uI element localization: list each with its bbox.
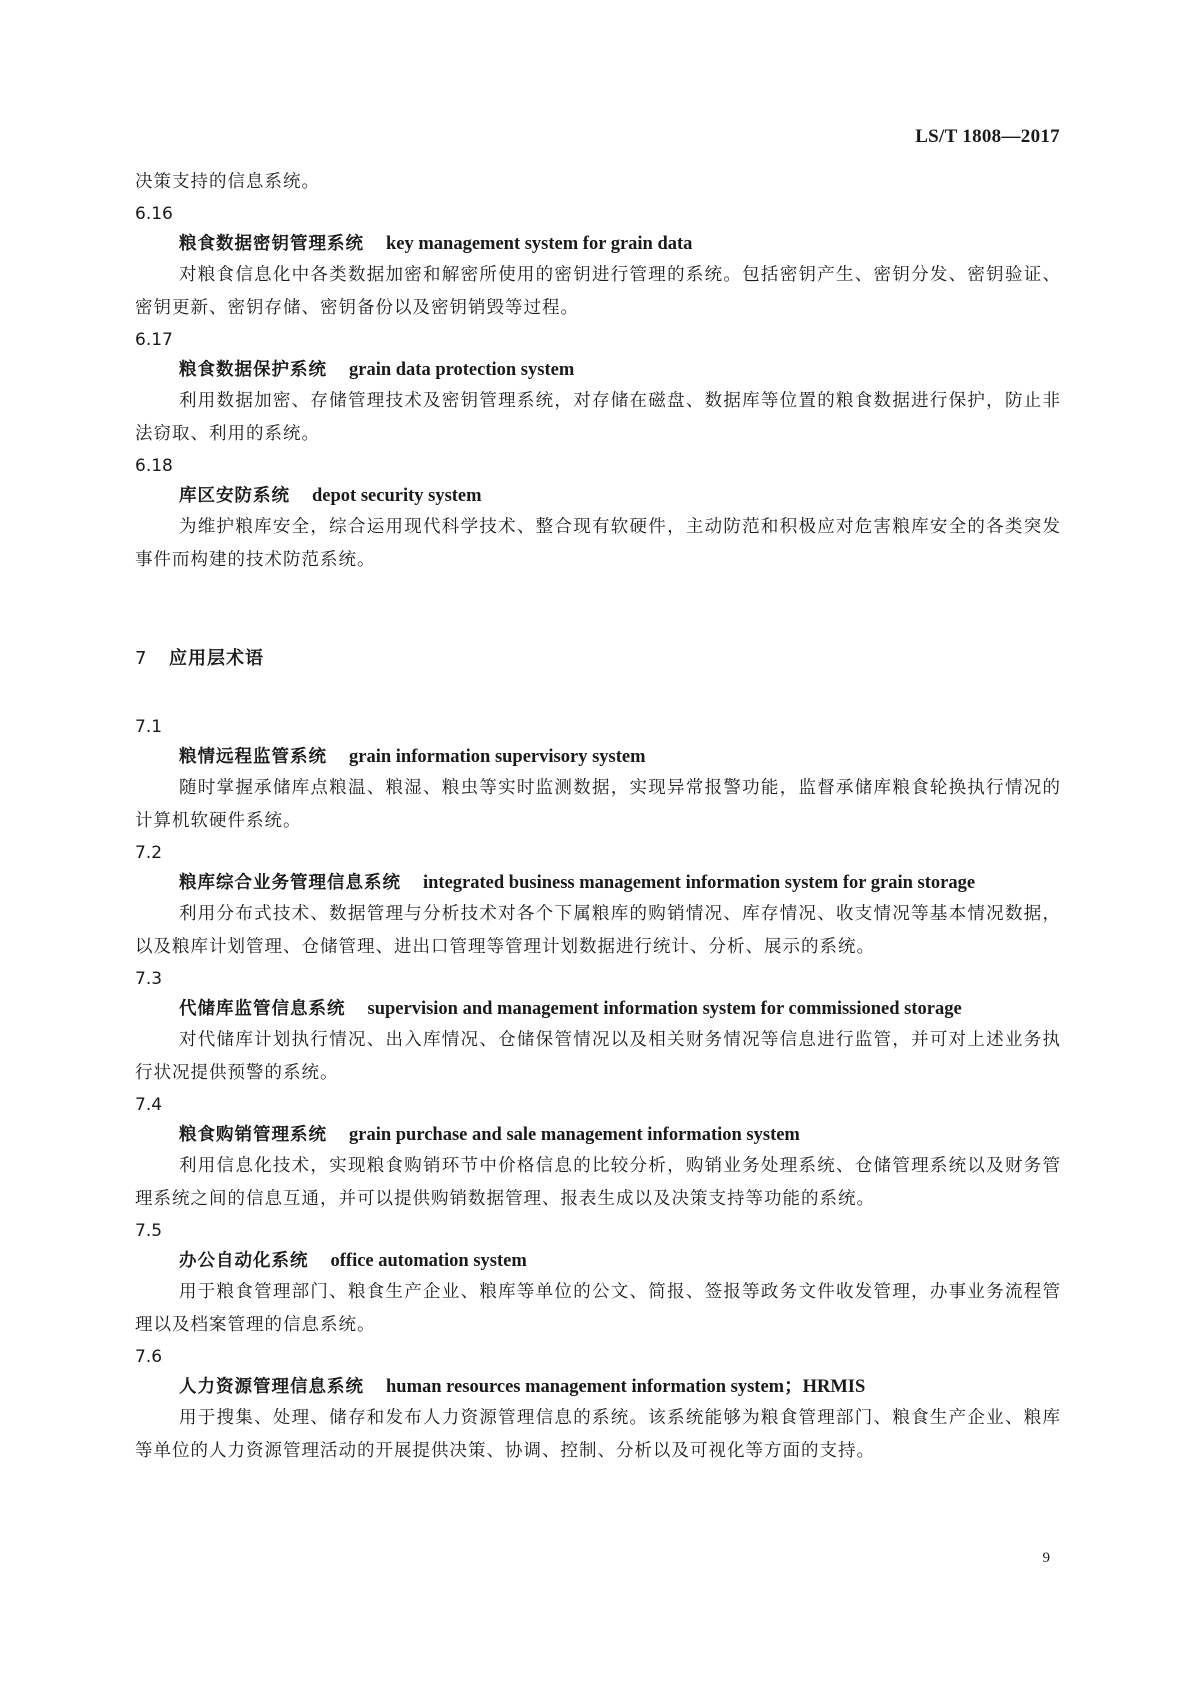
- term-zh: 粮食购销管理系统: [179, 1125, 327, 1145]
- term-definition: 用于粮食管理部门、粮食生产企业、粮库等单位的公文、简报、签报等政务文件收发管理，办事业务流程管理以及档案管理的信息系统。: [135, 1282, 1061, 1335]
- term-en: grain information supervisory system: [349, 747, 646, 767]
- term-zh: 人力资源管理信息系统: [179, 1377, 364, 1397]
- term-definition: 对代储库计划执行情况、出入库情况、仓储保管情况以及相关财务情况等信息进行监管，并可对上述业务执行状况提供预警的系统。: [135, 1030, 1061, 1083]
- section-6-continuation: [135, 166, 1061, 577]
- term-en: integrated business management information system for grain storage: [423, 873, 976, 893]
- term-en: office automation system: [330, 1251, 527, 1271]
- term-heading: [135, 229, 1061, 259]
- term-heading: [135, 994, 1061, 1024]
- term-number: 7.3: [135, 969, 163, 989]
- term-number: 6.16: [135, 204, 173, 224]
- section-7-entries: [135, 712, 1061, 1468]
- section-number: 7: [135, 648, 148, 669]
- term-definition: 为维护粮库安全，综合运用现代科学技术、整合现有软硬件，主动防范和积极应对危害粮库安全的各类突发事件而构建的技术防范系统。: [135, 517, 1061, 570]
- term-zh: 办公自动化系统: [179, 1251, 309, 1271]
- term-entry-7-5: [135, 1216, 1061, 1342]
- term-number: 7.6: [135, 1347, 163, 1367]
- term-heading: [135, 1120, 1061, 1150]
- term-entry-6-17: [135, 325, 1061, 451]
- term-zh: 粮情远程监管系统: [179, 747, 327, 767]
- continued-definition: 决策支持的信息系统。: [135, 172, 320, 192]
- term-number: 6.18: [135, 456, 173, 476]
- term-en: human resources management information system；HRMIS: [386, 1377, 866, 1397]
- term-en: grain data protection system: [349, 360, 575, 380]
- term-number: 7.1: [135, 717, 163, 737]
- term-number: 6.17: [135, 330, 173, 350]
- term-zh: 代储库监管信息系统: [179, 999, 346, 1019]
- term-entry-7-4: [135, 1090, 1061, 1216]
- term-definition: 利用信息化技术，实现粮食购销环节中价格信息的比较分析，购销业务处理系统、仓储管理系统以及财务管理系统之间的信息互通，并可以提供购销数据管理、报表生成以及决策支持等功能的系统。: [135, 1156, 1061, 1209]
- section-title: 应用层术语: [169, 648, 264, 669]
- term-definition: 利用分布式技术、数据管理与分析技术对各个下属粮库的购销情况、库存情况、收支情况等基本情况数据，以及粮库计划管理、仓储管理、进出口管理等管理计划数据进行统计、分析、展示的系统。: [135, 904, 1061, 957]
- term-entry-6-16: [135, 199, 1061, 325]
- term-definition: 用于搜集、处理、储存和发布人力资源管理信息的系统。该系统能够为粮食管理部门、粮食生产企业、粮库等单位的人力资源管理活动的开展提供决策、协调、控制、分析以及可视化等方面的支持。: [135, 1408, 1061, 1461]
- term-zh: 库区安防系统: [179, 486, 290, 506]
- term-definition: 随时掌握承储库点粮温、粮湿、粮虫等实时监测数据，实现异常报警功能，监督承储库粮食轮换执行情况的计算机软硬件系统。: [135, 778, 1061, 831]
- term-heading: [135, 481, 1061, 511]
- term-definition: 利用数据加密、存储管理技术及密钥管理系统，对存储在磁盘、数据库等位置的粮食数据进行保护，防止非法窃取、利用的系统。: [135, 391, 1061, 444]
- section-7-heading: [135, 644, 264, 670]
- term-heading: [135, 355, 1061, 385]
- term-definition: 对粮食信息化中各类数据加密和解密所使用的密钥进行管理的系统。包括密钥产生、密钥分发、密钥验证、密钥更新、密钥存储、密钥备份以及密钥销毁等过程。: [135, 265, 1061, 318]
- term-entry-7-2: [135, 838, 1061, 964]
- term-heading: [135, 1372, 1061, 1402]
- page-number: 9: [1042, 1550, 1050, 1566]
- term-number: 7.4: [135, 1095, 163, 1115]
- term-heading: [135, 742, 1061, 772]
- term-en: key management system for grain data: [386, 234, 693, 254]
- term-en: depot security system: [312, 486, 482, 506]
- term-heading: [135, 868, 1061, 898]
- term-entry-7-3: [135, 964, 1061, 1090]
- term-number: 7.2: [135, 843, 163, 863]
- term-entry-6-18: [135, 451, 1061, 577]
- term-en: grain purchase and sale management information system: [349, 1125, 800, 1145]
- term-entry-7-6: [135, 1342, 1061, 1468]
- term-number: 7.5: [135, 1221, 163, 1241]
- term-zh: 粮食数据密钥管理系统: [179, 234, 364, 254]
- term-heading: [135, 1246, 1061, 1276]
- term-en: supervision and management information system for commissioned storage: [367, 999, 962, 1019]
- standard-code: LS/T 1808—2017: [915, 126, 1060, 147]
- term-entry-7-1: [135, 712, 1061, 838]
- term-zh: 粮食数据保护系统: [179, 360, 327, 380]
- term-zh: 粮库综合业务管理信息系统: [179, 873, 401, 893]
